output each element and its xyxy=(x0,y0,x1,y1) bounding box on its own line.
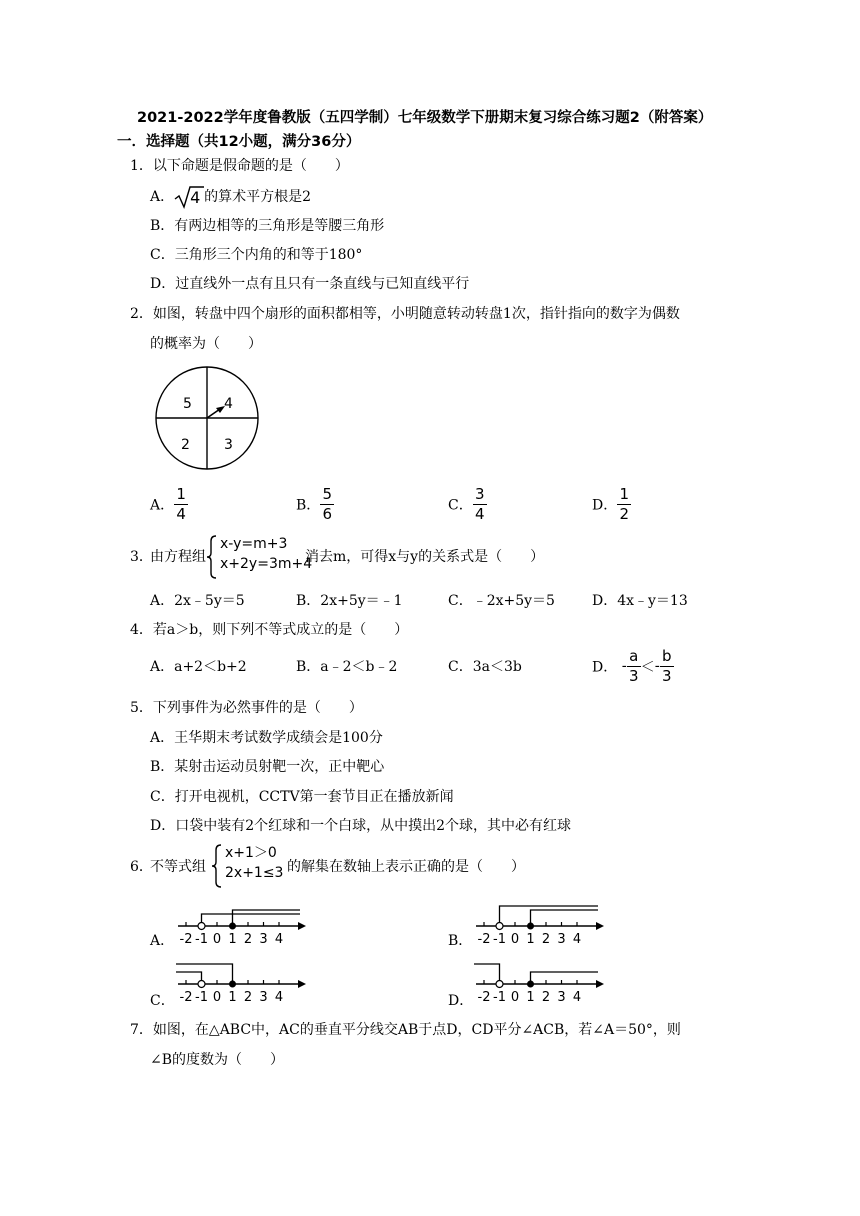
question-text: 以下命题是假命题的是（ ） xyxy=(152,158,349,174)
q5-option-b: B．某射击运动员射靶一次，正中靶心 xyxy=(150,759,385,775)
denominator: 6 xyxy=(322,505,333,523)
option-label: B． xyxy=(296,497,321,514)
minus-sign: - xyxy=(654,658,660,675)
q4-option-b: B．a﹣2＜b﹣2 xyxy=(296,659,398,675)
q5-option-c: C．打开电视机，CCTV第一套节目正在播放新闻 xyxy=(150,789,454,805)
question-4-stem xyxy=(130,619,408,639)
closed-endpoint-icon xyxy=(527,923,534,930)
closed-endpoint-icon xyxy=(229,981,236,988)
question-6-number: 6． xyxy=(130,859,153,875)
less-than-sign: ＜ xyxy=(640,659,655,676)
spinner-number: 2 xyxy=(181,437,190,453)
tick-label: 2 xyxy=(541,990,551,1005)
q1-option-a xyxy=(150,185,311,209)
q1-option-c: C．三角形三个内角的和等于180° xyxy=(150,247,363,263)
q2-option-c xyxy=(448,486,487,523)
fraction xyxy=(627,648,641,685)
question-1-stem xyxy=(130,155,349,175)
q2-option-a xyxy=(150,486,188,523)
question-text: 如图，在△ABC中，AC的垂直平分线交AB于点D，CD平分∠ACB，若∠A＝50°，则 xyxy=(152,1022,681,1038)
spinner-figure xyxy=(150,364,264,472)
number-line-c xyxy=(170,958,310,1006)
minus-sign: - xyxy=(621,658,627,675)
tick-label: 3 xyxy=(557,990,566,1005)
spinner-number: 4 xyxy=(224,396,233,412)
solution-ray xyxy=(531,910,599,926)
tick-label: -2 xyxy=(179,990,193,1005)
number-line-a xyxy=(170,900,310,948)
question-7-stem xyxy=(130,1019,681,1039)
axis-arrow-icon xyxy=(596,980,604,988)
numerator: b xyxy=(662,647,672,665)
question-3-number: 3． xyxy=(130,549,153,565)
tick-label: -1 xyxy=(493,932,506,947)
open-endpoint-icon xyxy=(496,923,503,930)
solution-ray xyxy=(176,972,202,984)
fraction xyxy=(320,486,334,523)
section-heading: 一．选择题（共12小题，满分36分） xyxy=(117,134,361,150)
tick-label: 1 xyxy=(526,990,535,1005)
open-endpoint-icon xyxy=(198,981,205,988)
solution-ray xyxy=(202,914,301,926)
question-number: 5． xyxy=(130,700,153,716)
fraction xyxy=(617,486,631,523)
numerator: 5 xyxy=(322,485,333,503)
q5-option-a: A．王华期末考试数学成绩会是100分 xyxy=(150,730,383,746)
denominator: 4 xyxy=(474,505,485,523)
q2-option-d xyxy=(592,486,631,523)
option-label: D． xyxy=(592,659,618,676)
spinner-number: 3 xyxy=(224,437,233,453)
tick-label: 1 xyxy=(526,932,535,947)
question-5-stem xyxy=(130,697,363,717)
q3-option-b: B．2x+5y＝﹣1 xyxy=(296,593,403,609)
open-endpoint-icon xyxy=(496,981,503,988)
tick-label: -1 xyxy=(195,990,208,1005)
tick-label: 4 xyxy=(274,932,284,947)
tick-label: 0 xyxy=(510,932,520,947)
q4-option-a: A．a+2＜b+2 xyxy=(150,659,247,675)
inequality-system xyxy=(225,843,283,883)
tick-label: 2 xyxy=(541,932,551,947)
option-label: A． xyxy=(150,497,175,514)
tick-label: -1 xyxy=(195,932,208,947)
question-number: 7． xyxy=(130,1022,153,1038)
q5-option-d: D．口袋中装有2个红球和一个白球，从中摸出2个球，其中必有红球 xyxy=(150,818,572,834)
solution-ray xyxy=(233,910,301,926)
tick-label: 0 xyxy=(212,990,222,1005)
denominator: 3 xyxy=(628,667,639,685)
q6-option-b-label: B． xyxy=(448,933,473,949)
q6-option-d-label: D． xyxy=(448,993,474,1009)
tick-label: 4 xyxy=(572,932,582,947)
tick-label: 4 xyxy=(572,990,582,1005)
question-number: 2． xyxy=(130,306,153,322)
tick-label: 3 xyxy=(557,932,566,947)
option-label: D． xyxy=(592,497,618,514)
q3-option-d: D．4x﹣y＝13 xyxy=(592,593,688,609)
q3-option-a: A．2x﹣5y＝5 xyxy=(150,593,245,609)
q6-option-c-label: C． xyxy=(150,993,175,1009)
q4-option-c: C．3a＜3b xyxy=(448,659,522,675)
question-2-stem-line2: 的概率为（ ） xyxy=(150,336,262,352)
tick-label: 0 xyxy=(212,932,222,947)
option-text: 的算术平方根是2 xyxy=(204,189,312,205)
numerator: a xyxy=(629,647,639,665)
equation-2: x+2y=3m+4 xyxy=(220,556,313,572)
question-text: 若a＞b，则下列不等式成立的是（ ） xyxy=(152,622,409,638)
option-label: A． xyxy=(150,189,175,205)
q1-option-d: D．过直线外一点有且只有一条直线与已知直线平行 xyxy=(150,276,470,292)
question-number: 1． xyxy=(130,158,153,174)
option-label: C． xyxy=(448,497,473,514)
equation-system xyxy=(220,534,312,574)
open-endpoint-icon xyxy=(198,923,205,930)
tick-label: 3 xyxy=(259,932,268,947)
numerator: 3 xyxy=(474,485,485,503)
equation-1: x-y=m+3 xyxy=(220,536,288,552)
question-2-stem xyxy=(130,303,680,323)
q6-option-a-label: A． xyxy=(150,933,175,949)
tick-label: 0 xyxy=(510,990,520,1005)
tick-label: -2 xyxy=(179,932,193,947)
q3-option-c: C．﹣2x+5y＝5 xyxy=(448,593,555,609)
tick-label: 1 xyxy=(228,990,237,1005)
tick-label: 1 xyxy=(228,932,237,947)
denominator: 4 xyxy=(176,505,186,523)
denominator: 2 xyxy=(619,505,629,523)
spinner-number: 5 xyxy=(183,396,192,412)
solution-ray xyxy=(500,906,599,926)
inequality-2: 2x+1≤3 xyxy=(225,865,284,881)
axis-arrow-icon xyxy=(298,922,306,930)
q4-option-d xyxy=(592,648,674,685)
fraction xyxy=(473,486,487,523)
fraction xyxy=(174,486,188,523)
question-6-post: 的解集在数轴上表示正确的是（ ） xyxy=(287,859,525,875)
question-text: 如图，转盘中四个扇形的面积都相等，小明随意转动转盘1次，指针指向的数字为偶数 xyxy=(152,306,680,322)
fraction xyxy=(660,648,674,685)
tick-label: 4 xyxy=(274,990,284,1005)
question-3-pre: 由方程组 xyxy=(150,549,206,565)
question-7-stem-line2: ∠B的度数为（ ） xyxy=(150,1052,285,1068)
denominator: 3 xyxy=(662,667,672,685)
question-6-pre: 不等式组 xyxy=(150,859,206,875)
solution-ray xyxy=(531,972,599,984)
closed-endpoint-icon xyxy=(527,981,534,988)
numerator: 1 xyxy=(176,485,186,503)
q2-option-b xyxy=(296,486,334,523)
system-brace-icon xyxy=(211,843,223,889)
tick-label: 2 xyxy=(243,932,253,947)
tick-label: -2 xyxy=(477,932,491,947)
solution-ray xyxy=(474,964,500,984)
tick-label: 3 xyxy=(259,990,268,1005)
question-3-post: 消去m，可得x与y的关系式是（ ） xyxy=(305,549,545,565)
axis-arrow-icon xyxy=(298,980,306,988)
number-line-b xyxy=(468,900,608,948)
question-number: 4． xyxy=(130,622,153,638)
sqrt-symbol xyxy=(174,185,204,209)
radicand: 4 xyxy=(190,188,201,207)
inequality-1: x+1＞0 xyxy=(225,845,277,861)
document-title: 2021-2022学年度鲁教版（五四学制）七年级数学下册期末复习综合练习题2（附答案） xyxy=(137,110,713,126)
axis-arrow-icon xyxy=(596,922,604,930)
numerator: 1 xyxy=(619,485,629,503)
number-line-d xyxy=(468,958,608,1006)
closed-endpoint-icon xyxy=(229,923,236,930)
tick-label: -1 xyxy=(493,990,506,1005)
tick-label: 2 xyxy=(243,990,253,1005)
system-brace-icon xyxy=(206,534,218,580)
tick-label: -2 xyxy=(477,990,491,1005)
q1-option-b: B．有两边相等的三角形是等腰三角形 xyxy=(150,218,385,234)
question-text: 下列事件为必然事件的是（ ） xyxy=(152,700,363,716)
